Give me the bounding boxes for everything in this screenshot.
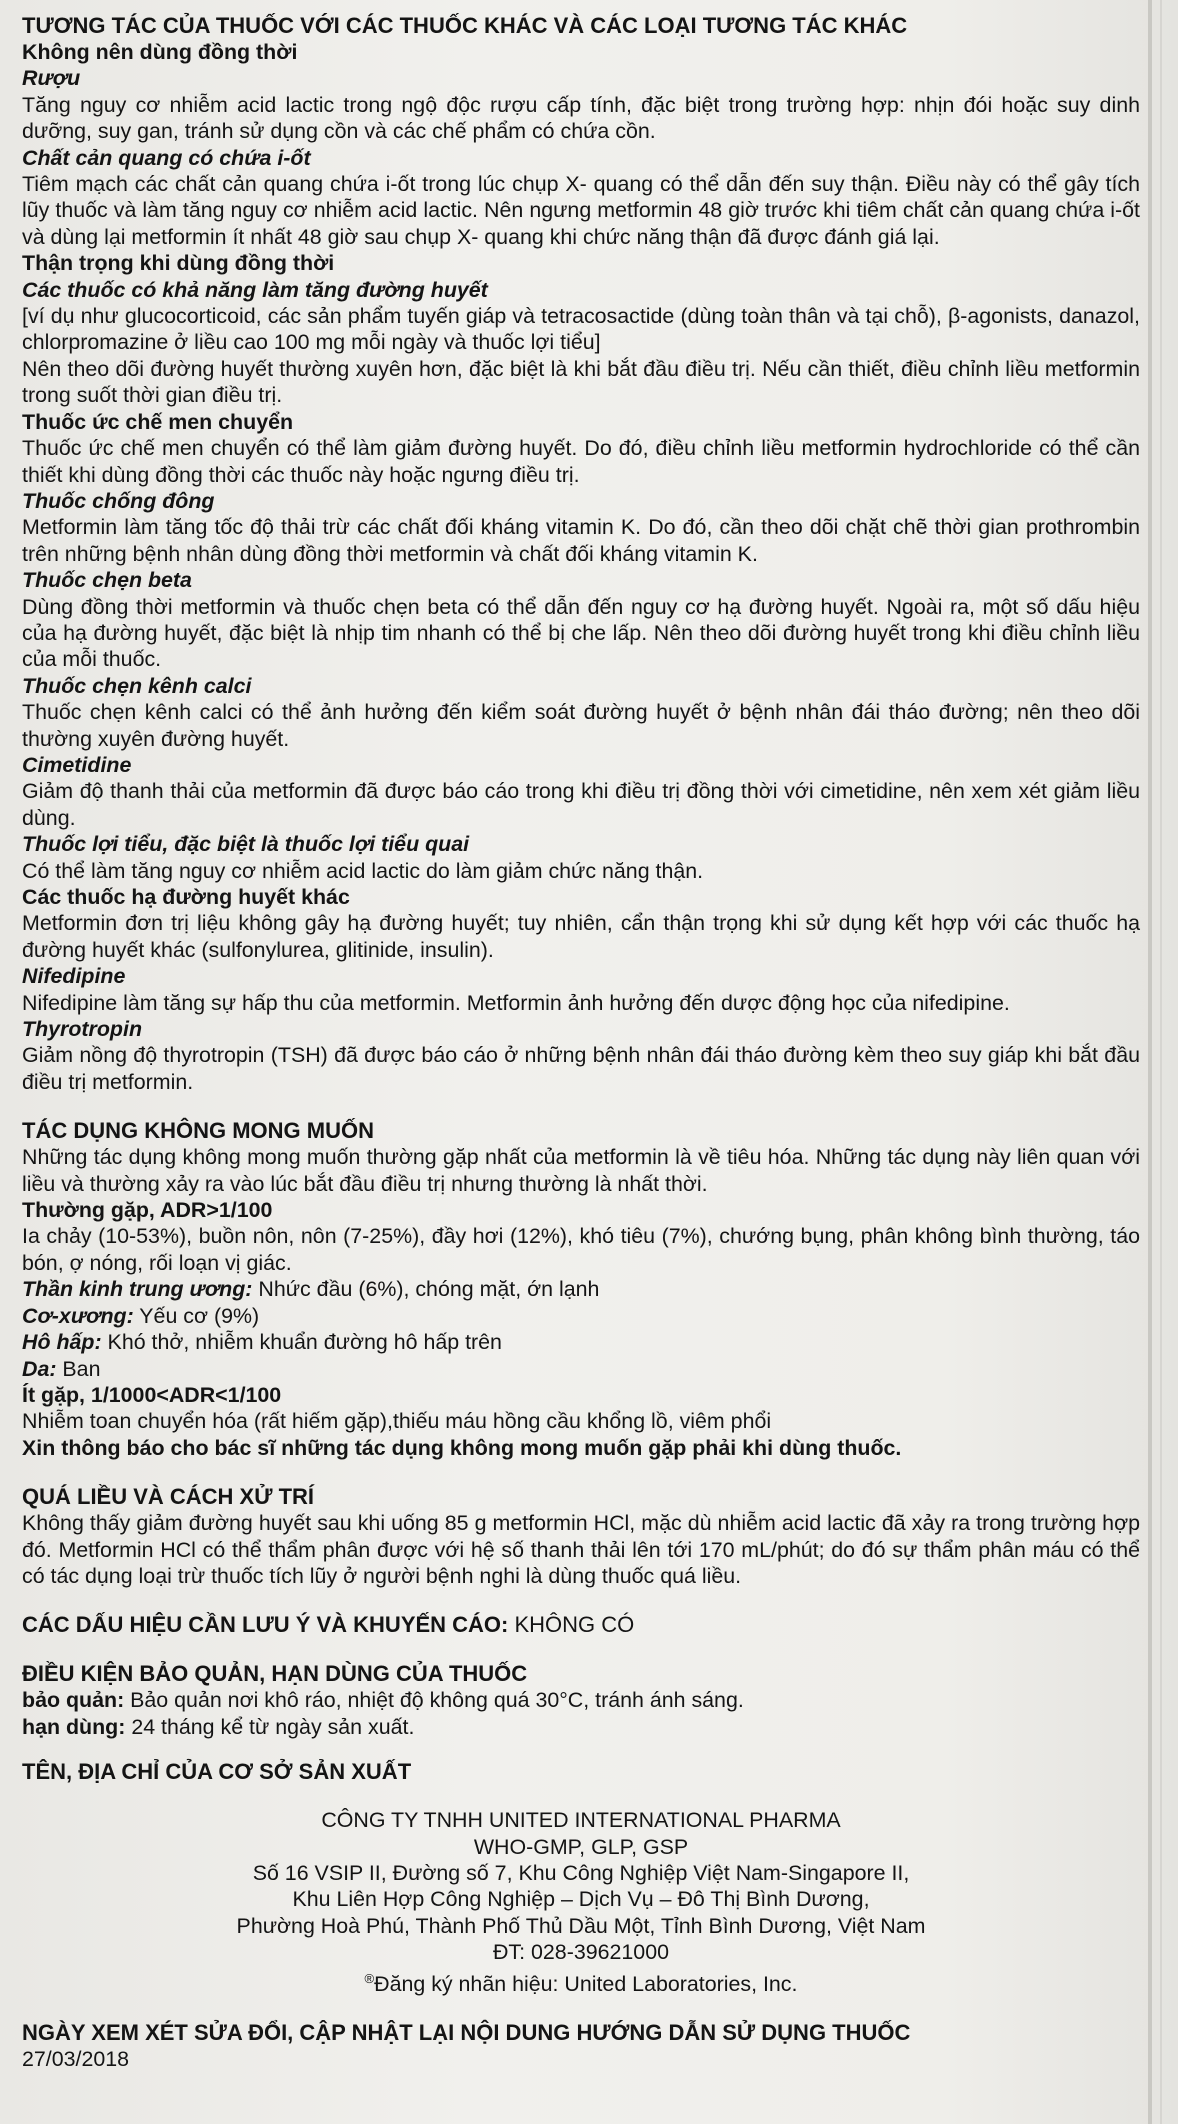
warnings-value: KHÔNG CÓ <box>508 1612 635 1638</box>
alcohol-text: Tăng nguy cơ nhiễm acid lactic trong ngộ độc rượu cấp tính, đặc biệt trong trường hợp: nhịn đói hoặc suy dinh dưỡng, suy gan, tránh sử dụng cồn và các chế phẩm có chứa cồn. <box>22 92 1140 144</box>
expiry-text: 24 tháng kể từ ngày sản xuất. <box>125 1714 415 1739</box>
thyrotropin-heading: Thyrotropin <box>22 1017 143 1042</box>
ace-text: Thuốc ức chế men chuyển có thể làm giảm đường huyết. Do đó, điều chỉnh liều metformin hydrochloride có thể cần thiết khi dùng đồng thời các thuốc này hoặc ngưng điều trị. <box>22 436 1140 487</box>
interactions-heading: TƯƠNG TÁC CỦA THUỐC VỚI CÁC THUỐC KHÁC VÀ CÁC LOẠI TƯƠNG TÁC KHÁC <box>22 13 908 38</box>
respiratory-text: Khó thở, nhiễm khuẩn đường hô hấp trên <box>101 1330 502 1355</box>
rare-effects-text: Nhiễm toan chuyển hóa (rất hiếm gặp),thiếu máu hồng cầu khổng lồ, viêm phổi <box>22 1409 772 1434</box>
calcium-blocker-heading: Thuốc chẹn kênh calci <box>22 673 252 698</box>
common-effects-heading: Thường gặp, ADR>1/100 <box>22 1198 273 1223</box>
storage-line <box>22 1687 1140 1713</box>
address-line-2: Khu Liên Hợp Công Nghiệp – Dịch Vụ – Đô Thị Bình Dương, <box>292 1887 870 1912</box>
expiry-label: hạn dùng: <box>22 1714 126 1739</box>
registered-mark: ® <box>364 1970 375 1986</box>
hypoglycemic-text: Metformin đơn trị liệu không gây hạ đường huyết; tuy nhiên, cẩn thận trọng khi sử dụng kết hợp với các thuốc hạ đường huyết khác (sulfonylurea, glitinide, insulin). <box>22 911 1140 962</box>
respiratory-label: Hô hấp: <box>22 1330 102 1355</box>
company-name: CÔNG TY TNHH UNITED INTERNATIONAL PHARMA <box>321 1808 841 1833</box>
hyperglycemic-examples: [ví dụ như glucocorticoid, các sản phẩm tuyến giáp và tetracosactide (dùng toàn thân và tại chỗ), β-agonists, danazol, chlorpromazine ở liều cao 100 mg mỗi ngày và thuốc lợi tiểu] <box>22 304 1140 355</box>
cns-text: Nhức đầu (6%), chóng mặt, ớn lạnh <box>252 1277 600 1302</box>
overdose-section <box>22 1483 1140 1589</box>
manufacturer-heading: TÊN, ĐỊA CHỈ CỦA CƠ SỞ SẢN XUẤT <box>22 1759 412 1785</box>
thyrotropin-text: Giảm nồng độ thyrotropin (TSH) đã được báo cáo ở những bệnh nhân đái tháo đường kèm theo suy giáp khi bắt đầu điều trị metformin. <box>22 1043 1140 1094</box>
storage-label: bảo quản: <box>22 1688 125 1713</box>
warnings-line <box>22 1611 1140 1638</box>
anticoagulant-text: Metformin làm tăng tốc độ thải trừ các chất đối kháng vitamin K. Do đó, cần theo dõi chặt chẽ thời gian prothrombin trên những bệnh nhân dùng đồng thời metformin và chất đối kháng vitamin K. <box>22 515 1140 566</box>
diuretic-text: Có thể làm tăng nguy cơ nhiễm acid lactic do làm giảm chức năng thận. <box>22 858 704 883</box>
diuretic-heading: Thuốc lợi tiểu, đặc biệt là thuốc lợi tiểu quai <box>22 832 470 857</box>
caution-heading: Thận trọng khi dùng đồng thời <box>22 251 335 276</box>
cns-label: Thần kinh trung ương: <box>22 1277 253 1302</box>
review-heading: NGÀY XEM XÉT SỬA ĐỔI, CẬP NHẬT LẠI NỘI DUNG HƯỚNG DẪN SỬ DỤNG THUỐC <box>22 2020 911 2046</box>
contrast-heading: Chất cản quang có chứa i-ốt <box>22 145 311 170</box>
paper-fold-line <box>1148 0 1152 2124</box>
review-date: 27/03/2018 <box>22 2047 130 2072</box>
alcohol-heading: Rượu <box>22 66 81 91</box>
adverse-intro-text: Những tác dụng không mong muốn thường gặp nhất của metformin là về tiêu hóa. Những tác dụng này liên quan với liều và thường xảy ra vào lúc bắt đầu điều trị nhưng thường là nhất thời. <box>22 1145 1140 1196</box>
skin-effects-line <box>22 1356 1140 1382</box>
trademark-line <box>22 1966 1140 1998</box>
cns-effects-line <box>22 1276 1140 1302</box>
hyperglycemic-heading: Các thuốc có khả năng làm tăng đường huyết <box>22 277 488 302</box>
interactions-section <box>22 12 1140 1095</box>
storage-text: Bảo quản nơi khô ráo, nhiệt độ không quá 30°C, tránh ánh sáng. <box>124 1688 744 1713</box>
cimetidine-text: Giảm độ thanh thải của metformin đã được báo cáo trong khi điều trị đồng thời với cimetidine, nên xem xét giảm liều dùng. <box>22 779 1140 830</box>
skin-text: Ban <box>56 1356 101 1381</box>
respiratory-effects-line <box>22 1329 1140 1355</box>
hypoglycemic-heading: Các thuốc hạ đường huyết khác <box>22 885 350 909</box>
skin-label: Da: <box>22 1356 57 1381</box>
nifedipine-heading: Nifedipine <box>22 964 126 989</box>
beta-blocker-text: Dùng đồng thời metformin và thuốc chẹn beta có thể dẫn đến nguy cơ hạ đường huyết. Ngoài ra, một số dấu hiệu của hạ đường huyết, đặc biệt là nhịp tim nhanh có thể bị che lấp. Nên theo dõi đường huyết trong khi điều chỉnh liều của mỗi thuốc. <box>22 594 1140 672</box>
common-effects-text: Ia chảy (10-53%), buồn nôn, nôn (7-25%), đầy hơi (12%), khó tiêu (7%), chướng bụng, phân không bình thường, táo bón, ợ nóng, rối loạn vị giác. <box>22 1224 1140 1275</box>
adverse-effects-heading: TÁC DỤNG KHÔNG MONG MUỐN <box>22 1118 374 1144</box>
hyperglycemic-text: Nên theo dõi đường huyết thường xuyên hơn, đặc biệt là khi bắt đầu điều trị. Nếu cần thiết, điều chỉnh liều metformin trong suốt thời gian điều trị. <box>22 356 1140 408</box>
certifications: WHO-GMP, GLP, GSP <box>473 1834 689 1859</box>
expiry-line <box>22 1714 1140 1740</box>
phone-number: ĐT: 028-39621000 <box>492 1940 669 1965</box>
rare-effects-heading: Ít gặp, 1/1000<ADR<1/100 <box>22 1382 282 1407</box>
beta-blocker-heading: Thuốc chẹn beta <box>22 568 192 593</box>
muscle-label: Cơ-xương: <box>22 1303 134 1328</box>
anticoagulant-heading: Thuốc chống đông <box>22 488 215 513</box>
not-recommended-heading: Không nên dùng đồng thời <box>22 40 298 64</box>
report-notice: Xin thông báo cho bác sĩ những tác dụng không mong muốn gặp phải khi dùng thuốc. <box>22 1435 902 1460</box>
muscle-effects-line <box>22 1303 1140 1329</box>
review-section <box>22 2019 1140 2072</box>
muscle-text: Yếu cơ (9%) <box>133 1303 260 1328</box>
ace-heading: Thuốc ức chế men chuyển <box>22 409 294 434</box>
trademark-text: Đăng ký nhãn hiệu: United Laboratories, Inc. <box>374 1971 798 1996</box>
manufacturer-section <box>22 1758 1140 1997</box>
paper-fold-line <box>1160 0 1162 2124</box>
calcium-blocker-text: Thuốc chẹn kênh calci có thể ảnh hưởng đến kiểm soát đường huyết ở bệnh nhân đái tháo đường; nên theo dõi thường xuyên đường huyết. <box>22 700 1140 751</box>
adverse-effects-section <box>22 1117 1140 1461</box>
overdose-heading: QUÁ LIỀU VÀ CÁCH XỬ TRÍ <box>22 1484 315 1510</box>
cimetidine-heading: Cimetidine <box>22 752 132 777</box>
storage-section <box>22 1660 1140 1740</box>
contrast-text: Tiêm mạch các chất cản quang chứa i-ốt trong lúc chụp X- quang có thể dẫn đến suy thận. Điều này có thể gây tích lũy thuốc và làm tăng nguy cơ nhiễm acid lactic. Nên ngưng metformin 48 giờ trước khi tiêm chất cản quang chứa i-ốt và dùng lại metformin ít nhất 48 giờ sau chụp X- quang khi chức năng thận đã được đánh giá lại. <box>22 172 1140 249</box>
leaflet-text-column <box>22 12 1140 2073</box>
nifedipine-text: Nifedipine làm tăng sự hấp thu của metformin. Metformin ảnh hưởng đến dược động học của nifedipine. <box>22 990 1010 1015</box>
storage-heading: ĐIỀU KIỆN BẢO QUẢN, HẠN DÙNG CỦA THUỐC <box>22 1661 528 1687</box>
warnings-section <box>22 1611 1140 1638</box>
address-line-3: Phường Hoà Phú, Thành Phố Thủ Dầu Một, Tỉnh Bình Dương, Việt Nam <box>236 1913 926 1938</box>
address-line-1: Số 16 VSIP II, Đường số 7, Khu Công Nghiệp Việt Nam-Singapore II, <box>252 1860 910 1885</box>
overdose-text: Không thấy giảm đường huyết sau khi uống 85 g metformin HCl, mặc dù nhiễm acid lactic đã xảy ra trong trường hợp đó. Metformin HCl có thể thẩm phân được với hệ số thanh thải lên tới 170 mL/phút; do đó sự thẩm phân máu có thể có tác dụng loại trừ thuốc tích lũy ở người bệnh nghi là dùng thuốc quá liều. <box>22 1511 1140 1588</box>
warnings-heading: CÁC DẤU HIỆU CẦN LƯU Ý VÀ KHUYẾN CÁO: <box>22 1612 509 1638</box>
